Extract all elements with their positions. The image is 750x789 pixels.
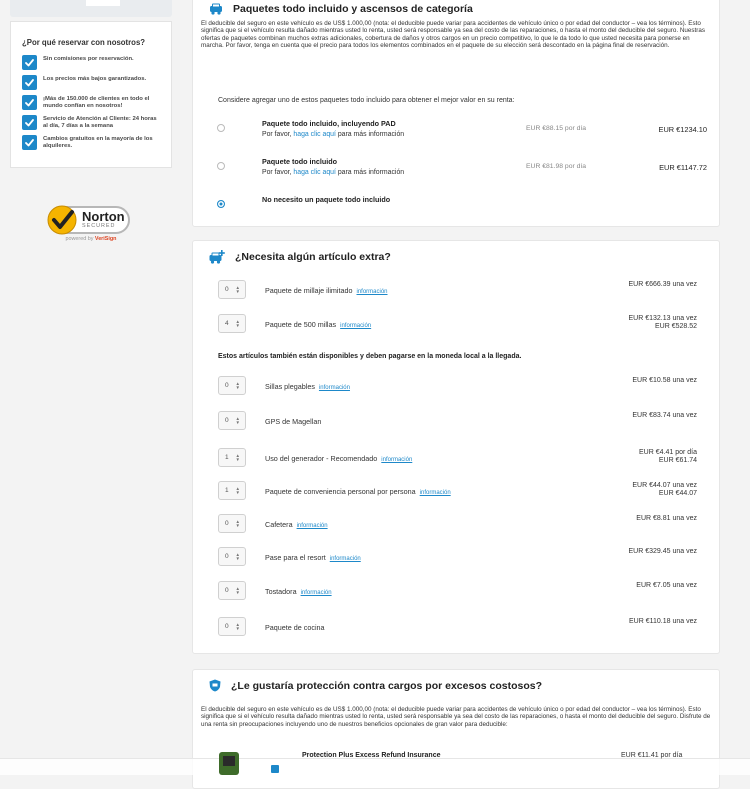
quantity-select[interactable]: 0 ▲ ▼ [218,617,246,636]
why-book-text: Servicio de Atención al Cliente: 24 horas al día, 7 días a la semana [43,116,157,129]
packages-header [209,3,473,15]
car-add-icon [209,250,225,264]
info-link[interactable]: información [356,289,388,295]
extra-item-row [218,514,697,536]
extra-item-price: EUR €10.58 una vez [632,377,697,384]
extra-item-row [218,314,697,336]
why-book-item [22,115,163,130]
check-icon [22,115,37,130]
packages-description: El deducible del seguro en este vehículo es de US$ 1.000,00 (nota: el deducible puede variar para accidentes de vehículo único o por edad del conductor – vea los términos). Esto significa que si el vehículo resulta dañado mientras usted lo renta, usted será responsable ya sea del costo de las reparaciones, o hasta el monto del deducible del seguro. Nuestras ofertas de paquetes combinan muchos extras adicionales, cobertura de daños y otros cargos en un precio competitivo, lo que le da todo lo que usted necesita para ponerse en marcha. Por favor, tenga en cuenta que el precio para todos los elementos combinados en el paquete de su elección será descontado en la página final de reservación. [201,20,706,50]
package-option-pad[interactable] [217,119,707,143]
quantity-select[interactable]: 1 ▲ ▼ [218,448,246,467]
extra-item-price: EUR €7.05 una vez [636,582,697,589]
extra-item-row [218,411,697,433]
extra-item-price: EUR €44.07 una vez EUR €44.07 [632,482,697,497]
local-payment-note: Estos artículos también están disponibles y deben pagarse en la moneda local a la llegada. [218,353,522,360]
extra-item-price: EUR €110.18 una vez [629,618,697,625]
package-sub: Por favor, haga clic aquí para más información [262,131,405,138]
norton-check-icon [46,204,78,236]
package-radio-pad[interactable] [217,124,225,132]
quantity-select[interactable]: 4 ▲ ▼ [218,314,246,333]
extra-item-row [218,617,697,639]
package-name: No necesito un paquete todo incluido [262,195,391,204]
check-icon [22,75,37,90]
norton-powered-by: powered by VeriSign [65,236,117,242]
extra-item-name: Paquete de conveniencia personal por persona información [265,487,451,496]
info-link[interactable]: información [300,590,332,596]
package-total-price: EUR €1147.72 [659,163,707,172]
extra-item-name: GPS de Magellan [265,417,322,426]
extras-title: ¿Necesita algún artículo extra? [235,251,391,263]
package-name: Paquete todo incluido, incluyendo PAD [262,119,396,128]
why-book-text: Cambios gratuitos en la mayoría de los alquileres. [43,136,153,149]
extras-header [209,250,391,264]
packages-panel [192,0,720,227]
protection-plan-name: Protection Plus Excess Refund Insurance [302,752,441,759]
info-link[interactable]: información [318,385,350,391]
extra-item-name: Paquete de 500 millas información [265,320,372,329]
insurance-logo-icon [219,752,239,775]
package-option-basic[interactable] [217,157,707,181]
why-book-item [22,95,163,110]
protection-description: El deducible del seguro en este vehículo es de US$ 1.000,00 (nota: el deducible puede variar para accidentes de vehículo único o por edad del conductor – vea los términos). Esto significa que si el vehículo resulta dañado mientras usted lo renta, usted será responsable ya sea del costo de las reparaciones, o hasta el monto del deducible del seguro. Disfrute de una renta sin preocupaciones incluyendo uno de nuestros beneficios opcionales de gran valor para deducible: [201,706,711,728]
extra-item-name: Sillas plegables información [265,382,350,391]
more-info-link[interactable]: haga clic aquí [293,169,336,176]
package-name: Paquete todo incluido [262,157,338,166]
extra-item-name: Paquete de millaje ilimitado información [265,286,388,295]
sidebar [10,0,172,242]
why-book-item [22,135,163,150]
protection-title: ¿Le gustaría protección contra cargos por excesos costosos? [231,679,543,692]
car-icon [209,3,223,15]
package-daily-price: EUR €81.98 por día [526,163,587,170]
extras-panel [192,240,720,654]
norton-secured-badge[interactable] [10,206,172,242]
quantity-select[interactable]: 0 ▲ ▼ [218,514,246,533]
packages-title: Paquetes todo incluido y ascensos de categoría [233,3,473,15]
extra-item-name: Cafetera información [265,520,328,529]
extra-item-name: Paquete de cocina [265,623,325,632]
extra-item-price: EUR €329.45 una vez [628,548,697,555]
package-daily-price: EUR €88.15 por día [526,125,587,132]
extra-item-name: Tostadora información [265,587,332,596]
extra-item-name: Pase para el resort información [265,553,361,562]
check-icon [22,55,37,70]
info-link[interactable]: información [419,490,451,496]
protection-plan-price: EUR €11.41 por día [621,752,683,759]
quantity-select[interactable]: 1 ▲ ▼ [218,481,246,500]
why-book-item [22,75,163,90]
package-radio-basic[interactable] [217,162,225,170]
package-radio-none[interactable] [217,200,225,208]
extra-item-row [218,448,697,470]
extra-item-price: EUR €666.39 una vez [628,281,697,288]
norton-secured: SECURED [82,223,116,229]
norton-name: Norton [82,209,125,224]
why-book-text: Sin comisiones por reservación. [43,56,134,62]
package-sub: Por favor, haga clic aquí para más información [262,169,405,176]
check-icon [22,95,37,110]
more-info-link[interactable]: haga clic aquí [293,131,336,138]
extra-item-price: EUR €8.81 una vez [636,515,697,522]
quantity-select[interactable]: 0 ▲ ▼ [218,280,246,299]
extra-item-row [218,547,697,569]
bottom-overlay [0,758,750,775]
shield-icon [209,679,221,692]
extra-item-row [218,481,697,503]
protection-checkbox[interactable] [271,765,279,773]
package-total-price: EUR €1234.10 [658,125,707,134]
extra-item-row [218,581,697,603]
info-link[interactable]: información [296,523,328,529]
quantity-select[interactable]: 0 ▲ ▼ [218,547,246,566]
quantity-select[interactable]: 0 ▲ ▼ [218,581,246,600]
extra-item-name: Uso del generador - Recomendado información [265,454,413,463]
extra-item-price: EUR €132.13 una vez EUR €528.52 [628,315,697,330]
quantity-select[interactable]: 0 ▲ ▼ [218,411,246,430]
quantity-select[interactable]: 0 ▲ ▼ [218,376,246,395]
extra-item-row [218,376,697,398]
sidebar-top-card [10,0,172,17]
protection-header [209,679,542,692]
check-icon [22,135,37,150]
packages-consider-text: Considere agregar uno de estos paquetes todo incluido para obtener el mejor valor en su renta: [218,97,515,104]
extra-item-price: EUR €83.74 una vez [632,412,697,419]
info-link[interactable]: información [340,323,372,329]
info-link[interactable]: información [329,556,361,562]
why-book-box [10,21,172,168]
info-link[interactable]: información [381,457,413,463]
package-option-none[interactable] [217,195,707,219]
why-book-text: Los precios más bajos garantizados. [43,76,147,82]
extra-item-price: EUR €4.41 por día EUR €61.74 [639,449,697,464]
why-book-title: ¿Por qué reservar con nosotros? [22,38,146,47]
why-book-item [22,55,163,70]
why-book-text: ¡Más de 150.000 de clientes en todo el mundo confían en nosotros! [43,96,150,109]
extra-item-row [218,280,697,302]
